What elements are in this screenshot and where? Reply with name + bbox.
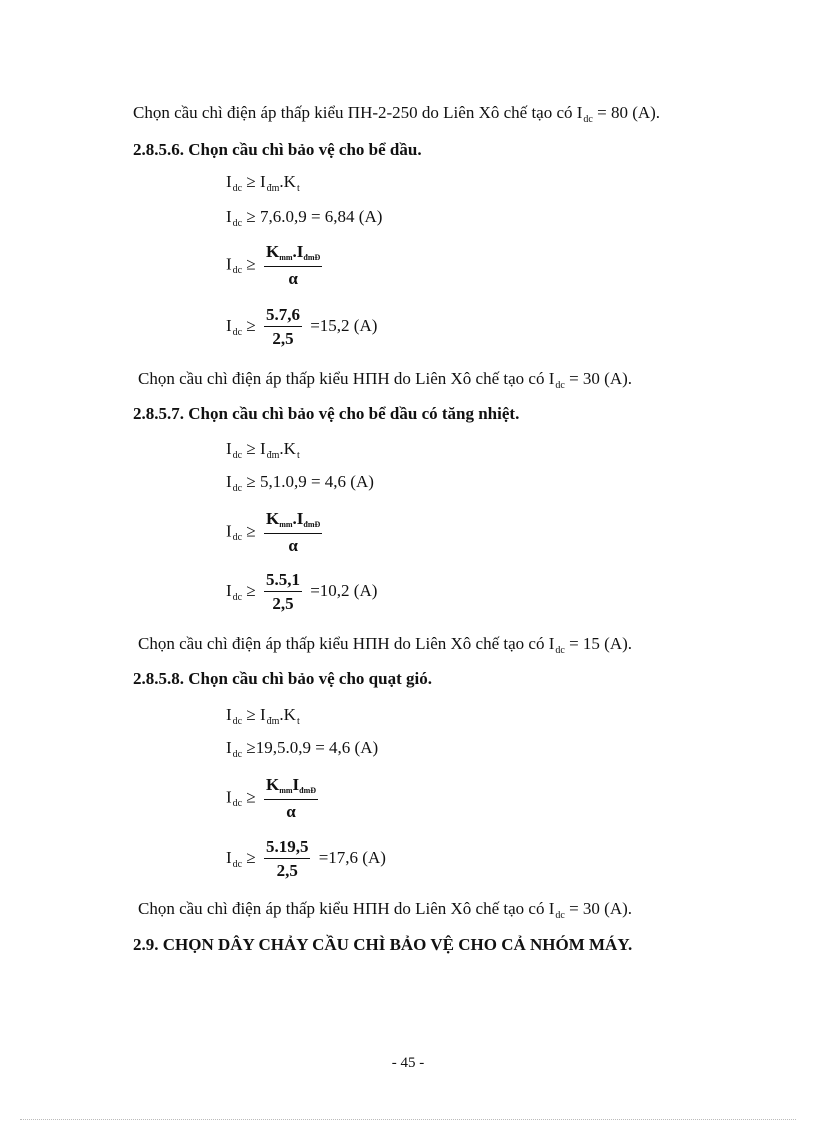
fraction: $\frac{\text{Kmm.IđmĐ}}{\alpha}$ <box>265 242 321 288</box>
formula-line: $I_{dc} \ge I_{đm}.K_t$ <box>226 172 300 194</box>
text-paragraph: Chọn cầu chì điện áp thấp kiểu НПН do Liên Xô chế tạo có $I_{dc} = 30$ (A). <box>138 369 633 391</box>
text-paragraph: Chọn cầu chì điện áp thấp kiểu НПН do Liên Xô chế tạo có $I_{dc} = 30$ (A). <box>138 899 633 921</box>
formula-line: $I_{dc} \ge 19,5.0,9 = 4,6$ (A) <box>226 738 379 760</box>
section-heading: 2.9. CHỌN DÂY CHẢY CẦU CHÌ BẢO VỆ CHO CẢ NHÓM MÁY. <box>133 935 633 954</box>
fraction: $\frac{5.7,6}{2,5}$ <box>265 305 300 348</box>
formula-fraction-line: $I_{dc}$ ≥ $\frac{5.19,5}{2,5}$ =17,6 (A) <box>226 837 386 880</box>
section-heading: 2.8.5.8. Chọn cầu chì bảo vệ cho quạt gió. <box>133 669 432 688</box>
fraction: $\frac{5.5,1}{2,5}$ <box>265 570 300 613</box>
formula-line: $I_{dc} \ge I_{đm}.K_t$ <box>226 705 300 727</box>
formula-fraction-line: $I_{dc}$ ≥ $\frac{\text{KmmIđmĐ}}{\alpha}$ <box>226 775 317 821</box>
formula-fraction-line: $I_{dc}$ ≥ $\frac{\text{Kmm.IđmĐ}}{\alpha}$ <box>226 242 321 288</box>
formula-fraction-line: $I_{dc}$ ≥ $\frac{5.7,6}{2,5}$ =15,2 (A) <box>226 305 378 348</box>
fraction: $\frac{\text{Kmm.IđmĐ}}{\alpha}$ <box>265 509 321 555</box>
formula-fraction-line: $I_{dc}$ ≥ $\frac{5.5,1}{2,5}$ =10,2 (A) <box>226 570 378 613</box>
fraction: $\frac{\text{KmmIđmĐ}}{\alpha}$ <box>265 775 317 821</box>
text-paragraph: Chọn cầu chì điện áp thấp kiểu НПН do Liên Xô chế tạo có $I_{dc} = 15$ (A). <box>138 634 633 656</box>
page-bottom-rule <box>20 1119 796 1120</box>
section-heading: 2.8.5.6. Chọn cầu chì bảo vệ cho bể dầu. <box>133 140 422 159</box>
page-number: - 45 - <box>391 1055 425 1071</box>
formula-line: $I_{dc} \ge I_{đm}.K_t$ <box>226 439 300 461</box>
formula-line: $I_{dc} \ge 7,6.0,9 = 6,84$ (A) <box>226 207 383 229</box>
section-heading: 2.8.5.7. Chọn cầu chì bảo vệ cho bể dầu có tăng nhiệt. <box>133 404 520 423</box>
text-paragraph: Chọn cầu chì điện áp thấp kiểu ПН-2-250 do Liên Xô chế tạo có $I_{dc} = 80$ (A). <box>133 103 661 125</box>
formula-fraction-line: $I_{dc}$ ≥ $\frac{\text{Kmm.IđmĐ}}{\alpha}$ <box>226 509 321 555</box>
formula-line: $I_{dc} \ge 5,1.0,9 = 4,6$ (A) <box>226 472 374 494</box>
fraction: $\frac{5.19,5}{2,5}$ <box>265 837 309 880</box>
